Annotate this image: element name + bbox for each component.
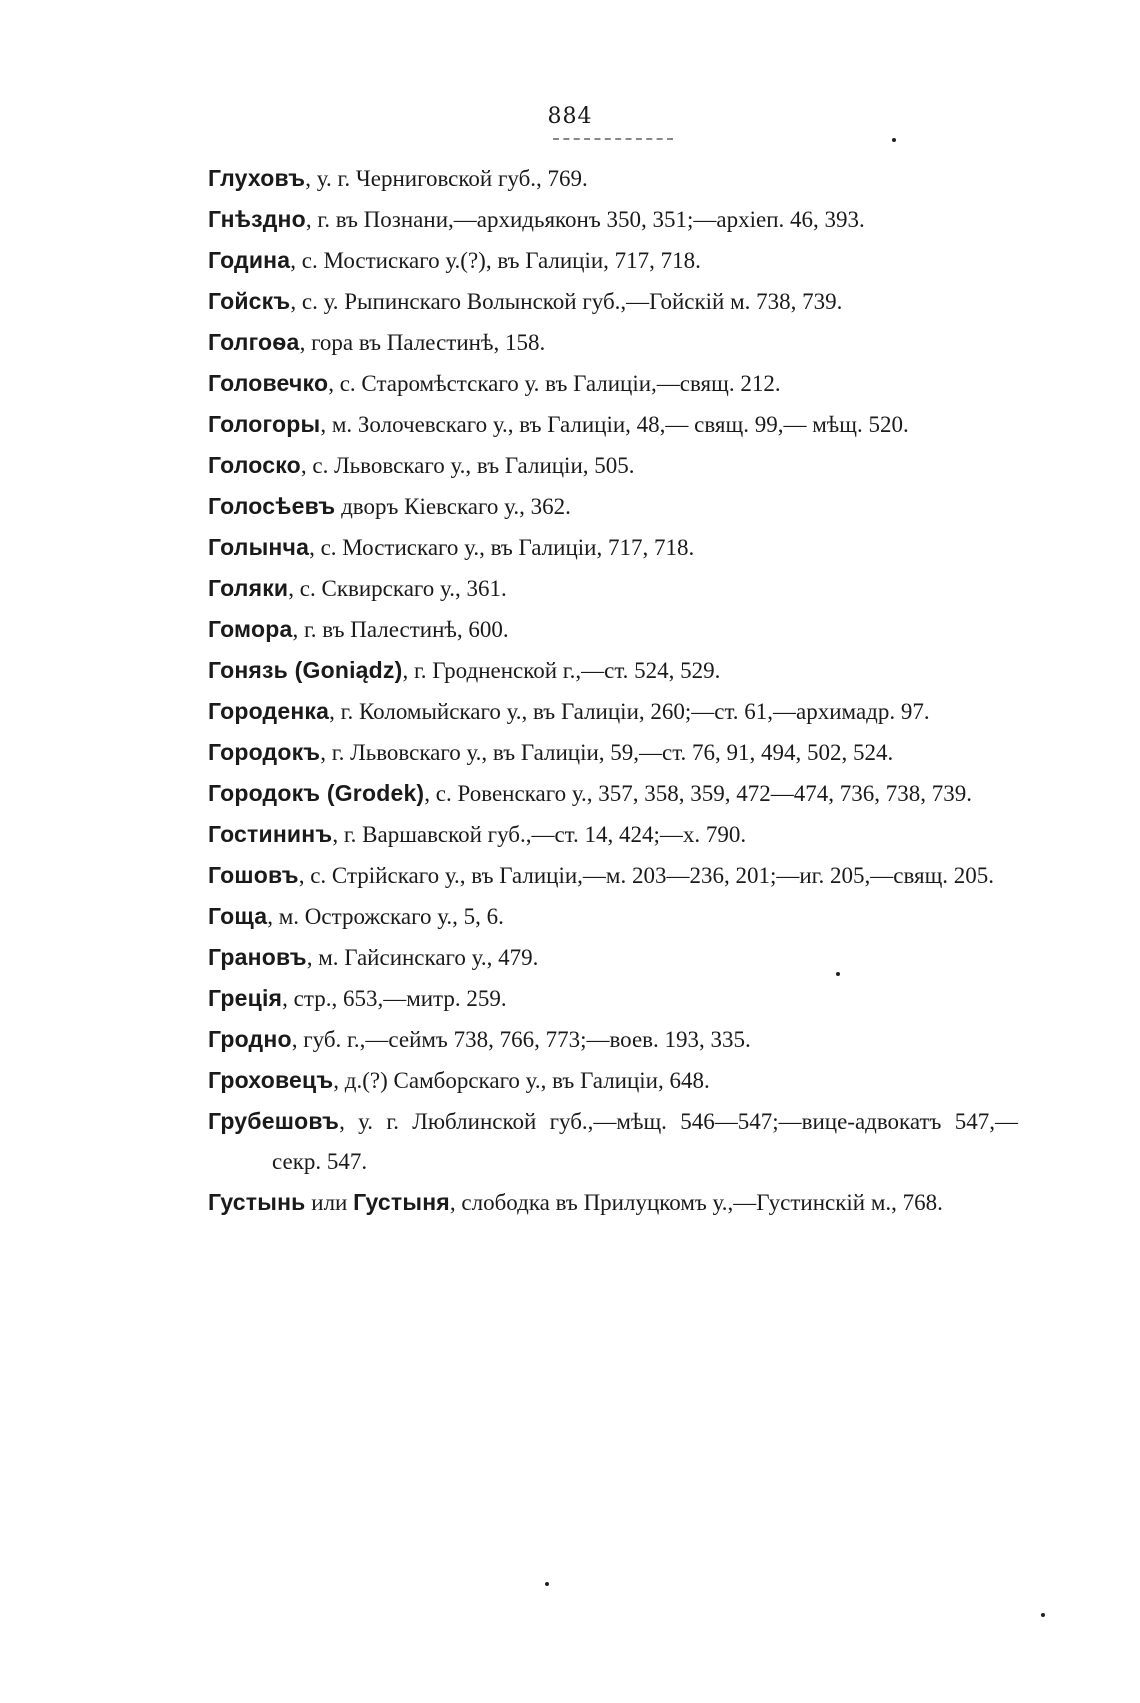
entry-text: , с. Старомѣстскаго у. въ Галиціи,—свящ. 212. [328,371,781,396]
entry-headword: Городокъ [208,739,321,765]
print-speck [545,1582,549,1586]
index-entry [208,568,1018,609]
entry-text: , с. Мостискаго у., въ Галиціи, 717, 718. [309,535,695,560]
index-entry [208,404,1018,445]
index-entry [208,896,1018,937]
entry-text: , с. Львовскаго у., въ Галиціи, 505. [300,453,635,478]
index-entry [208,240,1018,281]
entry-text: , м. Острожскаго у., 5, 6. [267,904,504,929]
entry-headword: Густынь [208,1189,306,1215]
entry-connector: или [305,1190,354,1215]
entry-text: , г. Коломыйскаго у., въ Галиціи, 260;—ст. 61,—архимадр. 97. [329,699,930,724]
entry-headword: Грубешовъ [208,1108,340,1134]
entry-text: , д.(?) Самборскаго у., въ Галиціи, 648. [333,1068,710,1093]
entry-text: , с. Мостискаго у.(?), въ Галиціи, 717, 718. [290,248,701,273]
index-entry [208,281,1018,322]
entry-headword: Голынча [208,534,310,560]
entry-headword: Гошовъ [208,862,299,888]
index-entry [208,527,1018,568]
entry-headword: Городенка [208,698,330,724]
entry-text: , с. Стрійскаго у., въ Галиціи,—м. 203—236, 201;—иг. 205,—свящ. 205. [298,863,995,888]
index-entry [208,1101,1018,1182]
index-entry [208,773,1018,814]
print-speck [892,138,896,142]
entry-headword: Голяки [208,575,289,601]
entry-headword: Година [208,247,291,273]
entry-headword: Гнѣздно [208,206,306,232]
entry-headword: Гродно [208,1026,292,1052]
index-entry [208,322,1018,363]
index-entry [208,1182,1018,1223]
index-entry [208,445,1018,486]
entry-text: , гора въ Палестинѣ, 158. [299,330,546,355]
entry-headword: Гомора [208,616,293,642]
entry-text: , с. у. Рыпинскаго Волынской губ.,—Гойскій м. 738, 739. [290,289,843,314]
index-entry [208,650,1018,691]
entry-text: , г. Варшавской губ.,—ст. 14, 424;—х. 790. [332,822,747,847]
entry-text: , г. въ Познани,—архидьяконъ 350, 351;—архіеп. 46, 393. [305,207,865,232]
entry-headword: Гроховецъ [208,1067,334,1093]
entry-headword-alt: Густыня [353,1189,450,1215]
entry-text: , м. Гайсинскаго у., 479. [306,945,539,970]
entry-text: , с. Ровенскаго у., 357, 358, 359, 472—474, 736, 738, 739. [424,781,973,806]
index-entry [208,199,1018,240]
index-entry [208,691,1018,732]
index-entry [208,158,1018,199]
entry-headword: Гонязь (Goniądz) [208,657,403,683]
entry-headword: Глуховъ [208,165,306,191]
index-entries [208,158,1018,1223]
entry-text: , г. Гродненской г.,—ст. 524, 529. [402,658,721,683]
index-entry [208,486,1018,527]
entry-headword: Голгоѳа [208,329,300,355]
entry-headword: Грановъ [208,944,307,970]
page-number: 884 [547,104,593,129]
entry-text: , с. Сквирскаго у., 361. [288,576,507,601]
entry-text: , у. г. Люблинской губ.,—мѣщ. 546—547;—вице-адвокатъ 547,—секр. 547. [272,1109,1018,1174]
index-entry [208,363,1018,404]
index-entry [208,978,1018,1019]
entry-headword: Городокъ (Grodek) [208,780,425,806]
entry-text: , г. Львовскаго у., въ Галиціи, 59,—ст. 76, 91, 494, 502, 524. [320,740,894,765]
entry-headword: Гойскъ [208,288,291,314]
entry-headword: Гостининъ [208,821,333,847]
entry-headword: Гоща [208,903,268,929]
entry-headword: Голосѣевъ [208,493,336,519]
print-speck [836,972,840,976]
entry-headword: Греція [208,985,283,1011]
entry-headword: Гологоры [208,411,321,437]
entry-text: , слободка въ Прилуцкомъ у.,—Густинскій м., 768. [449,1190,943,1215]
index-entry [208,814,1018,855]
entry-text: , м. Золочевскаго у., въ Галиціи, 48,— свящ. 99,— мѣщ. 520. [320,412,909,437]
entry-text: , губ. г.,—сеймъ 738, 766, 773;—воев. 193, 335. [291,1027,751,1052]
entry-headword: Голоско [208,452,301,478]
entry-text: , стр., 653,—митр. 259. [282,986,507,1011]
entry-headword: Головечко [208,370,329,396]
page-number-rule [553,138,673,140]
index-entry [208,732,1018,773]
index-entry [208,937,1018,978]
index-entry [208,609,1018,650]
print-speck [1041,1613,1045,1617]
index-entry [208,1060,1018,1101]
entry-text: , у. г. Черниговской губ., 769. [305,166,588,191]
index-entry [208,855,1018,896]
entry-text: дворъ Кіевскаго у., 362. [335,494,571,519]
entry-text: , г. въ Палестинѣ, 600. [292,617,509,642]
index-entry [208,1019,1018,1060]
